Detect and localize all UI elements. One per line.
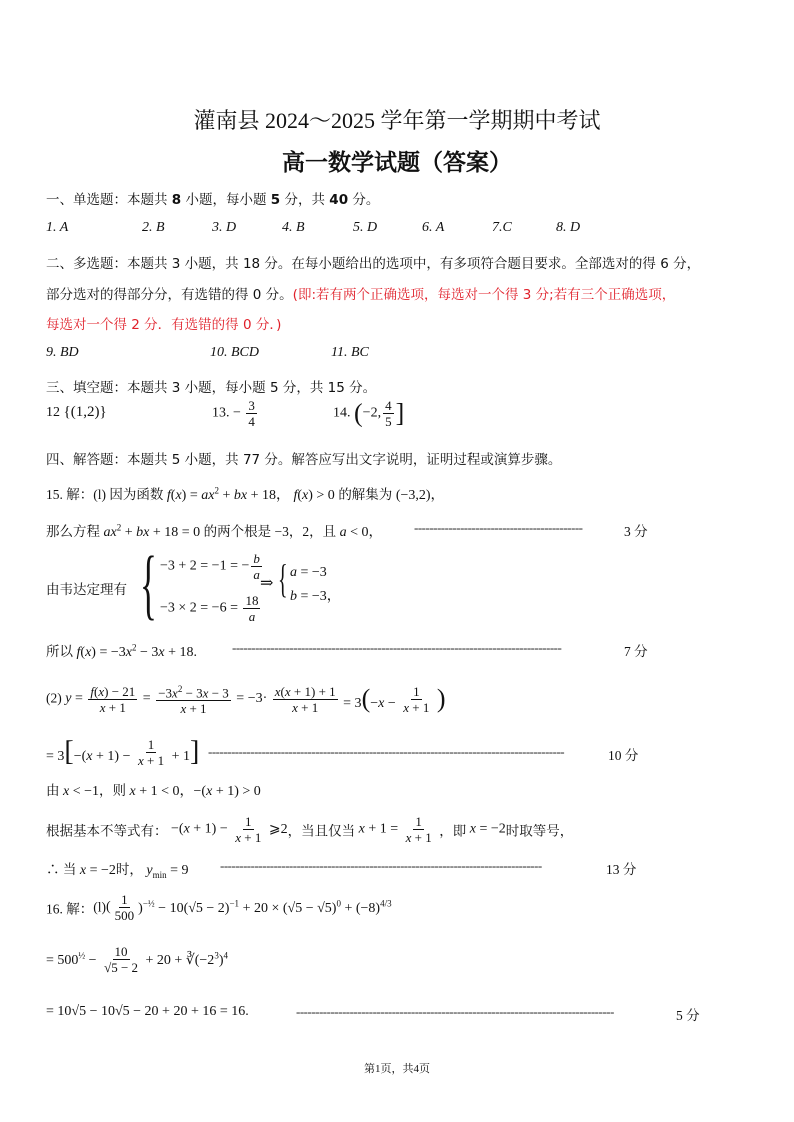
q15-line2: 那么方程 $ax^2$ + bx + 18 = 0 的两个根是 −3，2，且 a < 0， — [46, 522, 383, 540]
answer-10: 10. BCD — [210, 345, 259, 360]
q12-value: {(1,2)} — [63, 404, 107, 420]
answer-9: 9. BD — [46, 345, 79, 360]
section2-heading-line2-black: 部分选对的得部分分，有选错的得 0 分。 — [46, 287, 293, 303]
q16-result: 16. — [231, 1004, 249, 1019]
q16-step3: = 10√5 − 10√5 − 20 + 20 + 16 = 16. — [46, 1004, 249, 1019]
q16-step2: = $500^{\frac{1}{2}}$ − $\frac{10}{√5 - 2}$ + $20 + ∛(-2^3)^4$ — [46, 944, 228, 975]
page-footer: 第1页，共4页 — [364, 1063, 430, 1075]
section1-total: 40 — [329, 192, 349, 208]
q15-inequality-label: 根据基本不等式有： — [46, 823, 168, 839]
answer-11: 11. BC — [331, 345, 369, 360]
q13-label: 13. — [212, 405, 230, 421]
answer-7: 7.C — [492, 220, 512, 235]
answer-8: 8. D — [556, 220, 581, 235]
answer-5: 5. D — [353, 220, 378, 235]
section1-heading — [46, 188, 379, 208]
q15-conclusion-a: ∴ 当 — [46, 862, 77, 877]
q15-so-label: 所以 — [46, 644, 73, 659]
q15-dashes-1: -------------------------------------------- — [414, 520, 583, 535]
q15-conclusion: ∴ 当 x = −2时， $y_{min} = 9$ — [46, 862, 189, 880]
answer-13: 13. − $\frac{3}{4}$ — [212, 398, 255, 429]
q15-score-4: 13 分 — [606, 862, 637, 877]
section2-note-red-line3: 每选对一个得 2 分．有选错的得 0 分．) — [46, 317, 282, 333]
answer-14: 14. (−2, $\frac{4}{5}$ ] — [333, 398, 405, 429]
section1-heading-end: 分。 — [348, 192, 380, 208]
answer-3: 3. D — [212, 220, 237, 235]
q15-condition-then: ，则 — [99, 783, 127, 798]
q15-part2-label: (2) — [46, 690, 62, 706]
q15-condition: 由 x < −1，则 x + 1 < 0，−(x + 1) > 0 — [46, 783, 261, 799]
q14-denominator: 5 — [385, 414, 392, 429]
q15-score-3: 10 分 — [608, 748, 639, 763]
section2-note-red: (即:若有两个正确选项，每选对一个得 3 分;若有三个正确选项， — [292, 287, 676, 303]
q14-label: 14. — [333, 405, 351, 421]
q13-denominator: 4 — [248, 414, 255, 429]
q15-line1: 15. 解：(l) 因为函数 $f(x) = ax^2$ + bx + 18， f(x) > 0 的解集为 (−3,2)， — [46, 485, 445, 503]
exam-title: 灌南县 2024～2025 学年第一学期期中考试 — [193, 108, 601, 133]
answer-2: 2. B — [142, 220, 165, 235]
q15-score-2: 7 分 — [624, 644, 648, 659]
q15-dashes-2: -------------------------------------------------------------------------------------- — [232, 640, 562, 655]
q15-dashes-3: --------------------------------------------------------------------------------------------- — [208, 744, 565, 759]
section1-points: 5 — [270, 192, 281, 208]
section2-heading-line1: 二、多选题：本题共 3 小题，共 18 分。在每小题给出的选项中，有多项符合题目要求。全部选对的得 6 分， — [46, 256, 701, 272]
answer-12 — [46, 404, 107, 421]
q15-solution-set-text: 的解集为 — [338, 487, 393, 502]
q15-inequality-tail: 时取等号， — [505, 823, 574, 839]
answer-4: 4. B — [282, 220, 305, 235]
q15-equation-intro: 那么方程 — [46, 524, 100, 539]
q15-condition-label: 由 — [46, 783, 60, 798]
q15-inequality-mid: ，当且仅当 — [287, 823, 356, 839]
q15-result-f: 所以 $f(x) = -3x^2 - 3x + 18$. — [46, 642, 197, 660]
q13-numerator: 3 — [248, 398, 255, 413]
section1-heading-mid: 小题，每小题 — [181, 192, 271, 208]
q15-roots-text: 的两个根是 −3，2，且 — [203, 524, 337, 539]
q14-numerator: 4 — [385, 398, 392, 413]
q12-label: 12 — [46, 405, 60, 420]
q15-conclusion-b: 时， — [115, 862, 143, 877]
q15-inequality: 根据基本不等式有： −(x + 1) − $\frac{1}{x + 1}$ ⩾2，当且仅当 x + 1 = $\frac{1}{x + 1}$ ，即 x = −2时取等号， — [46, 814, 574, 845]
q15-intro: 15. 解：(l) 因为函数 — [46, 487, 164, 502]
answer-6: 6. A — [422, 220, 445, 235]
section4-heading: 四、解答题：本题共 5 小题，共 77 分。解答应写出文字说明，证明过程或演算步骤。 — [46, 452, 562, 468]
q16-dashes: ----------------------------------------------------------------------------------- — [296, 1004, 614, 1019]
q15-part2-expression: (2) y = $\frac{f(x) - 21}{x + 1}$ = $\frac{-3x^2 - 3x - 3}{x + 1}$ = −3· $\frac{x(x + 1) + 1}{x + 1}$ = 3(−x − $\frac{1}{x + 1}$ ) — [46, 683, 446, 717]
section3-heading: 三、填空题：本题共 3 小题，每小题 5 分，共 15 分。 — [46, 380, 377, 396]
q16-score: 5 分 — [676, 1008, 700, 1023]
q15-inequality-end: ，即 — [439, 823, 467, 839]
q15-score-1: 3 分 — [624, 524, 648, 539]
q16-part: (l) — [93, 899, 106, 915]
q15-part2-rewrite: = 3[−(x + 1) − $\frac{1}{x + 1}$ + 1] — [46, 736, 200, 768]
answer-1: 1. A — [46, 220, 69, 235]
q16-expression: 16. 解：(l)( $\frac{1}{500}$ )$^{-\frac{1}{2}} - 10(√5 - 2)^{-1} + 20 \times (√5 - √5)^0 + (-8)^{4/3}$ — [46, 892, 392, 923]
section1-heading-prefix: 一、单选题：本题共 — [46, 192, 172, 208]
section1-count: 8 — [171, 192, 182, 208]
q15-dashes-4: ------------------------------------------------------------------------------------ — [220, 858, 542, 873]
section1-heading-mid2: 分，共 — [280, 192, 330, 208]
q15-vieta-label: 由韦达定理有 — [46, 582, 127, 597]
q16-label: 16. 解： — [46, 901, 94, 917]
exam-subtitle: 高一数学试题（答案） — [282, 150, 512, 176]
section2-heading-line2 — [46, 283, 675, 303]
